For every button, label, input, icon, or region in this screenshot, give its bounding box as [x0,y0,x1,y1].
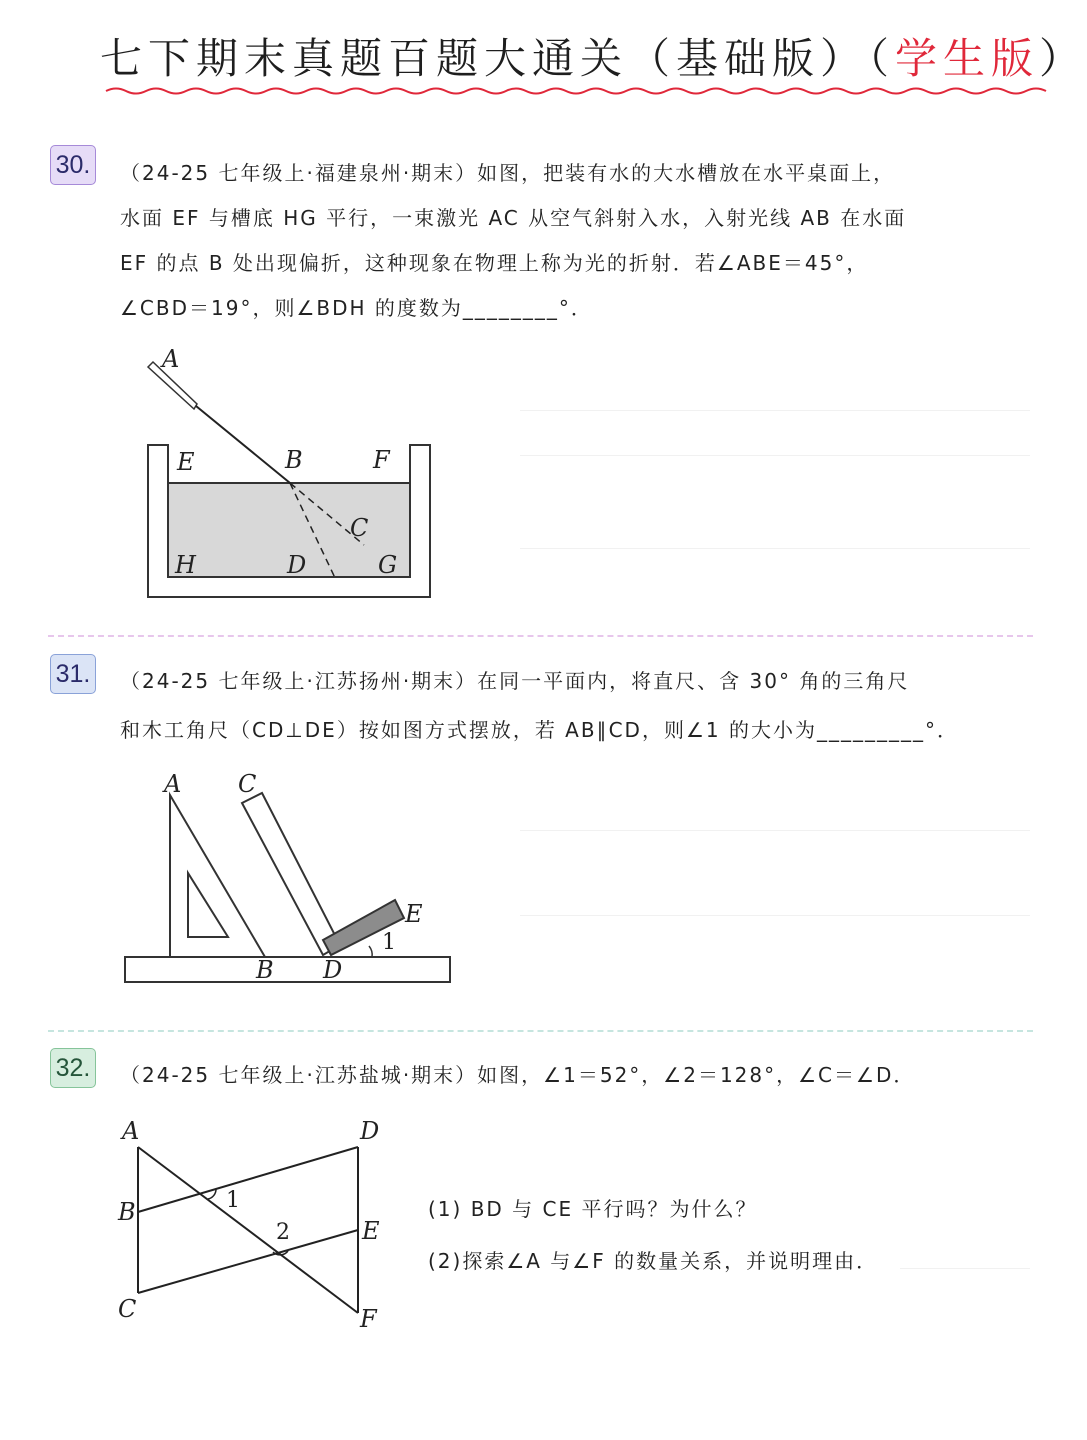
section-divider [48,635,1033,637]
rule-line [520,915,1030,916]
label-C: C [118,1295,137,1323]
label-C: C [238,770,257,798]
label-F: F [360,1305,377,1333]
label-angle-2: 2 [276,1220,290,1245]
q32-sub-question-1: (1) BD 与 CE 平行吗？为什么？ [428,1197,758,1221]
section-divider [48,1030,1033,1032]
label-B: B [285,446,303,474]
segment-BD [138,1147,358,1212]
title-main: 七下期末真题百题大通关（基础版）（ [100,34,896,83]
q32-sub-question-2: (2)探索∠A 与∠F 的数量关系，并说明理由． [428,1249,879,1273]
label-C: C [350,514,369,542]
label-D: D [323,956,343,984]
straight-ruler [125,957,450,982]
label-B: B [118,1198,136,1226]
q30-line-3: EF 的点 B 处出现偏折，这种现象在物理上称为光的折射．若∠ABE＝45°， [120,251,869,275]
segment-AF [138,1147,358,1313]
q32-line-1: （24-25 七年级上·江苏盐城·期末）如图，∠1＝52°，∠2＝128°，∠C＝∠D． [120,1063,916,1087]
title-end: ） [1039,34,1087,83]
label-D: D [287,551,307,579]
rule-line [520,410,1030,411]
label-E: E [177,448,195,476]
rule-line [520,455,1030,456]
label-E: E [405,900,423,928]
angle-1-arc [369,946,372,957]
q32-figure-lines [110,1115,400,1340]
incident-ray-AB [196,406,290,483]
label-angle-1: 1 [382,930,396,955]
rule-line [900,1268,1030,1269]
segment-CE [138,1230,358,1293]
label-D: D [360,1117,380,1145]
q30-figure-water-tank [140,340,440,605]
rule-line [520,548,1030,549]
label-E: E [362,1217,380,1245]
label-A: A [164,770,182,798]
title-underline [106,84,1046,98]
label-H: H [175,551,196,579]
q31-figure-rulers [120,765,455,990]
q30-line-2: 水面 EF 与槽底 HG 平行，一束激光 AC 从空气斜射入水，入射光线 AB 在水面 [120,206,907,230]
q30-line-4: ∠CBD＝19°，则∠BDH 的度数为________°． [120,296,593,320]
label-angle-1: 1 [226,1188,240,1213]
label-A: A [162,345,180,373]
question-number-30: 30. [50,145,96,185]
question-number-31: 31. [50,654,96,694]
label-F: F [373,446,390,474]
carpenter-square-arm-CD [242,793,340,955]
rule-line [520,830,1030,831]
q31-line-1: （24-25 七年级上·江苏扬州·期末）在同一平面内，将直尺、含 30° 角的三角尺 [120,669,910,693]
q30-line-1: （24-25 七年级上·福建泉州·期末）如图，把装有水的大水槽放在水平桌面上， [120,161,896,185]
label-A: A [122,1117,140,1145]
label-B: B [256,956,274,984]
question-number-32: 32. [50,1048,96,1088]
q31-line-2: 和木工角尺（CD⊥DE）按如图方式摆放，若 AB∥CD，则∠1 的大小为_________°． [120,718,959,742]
page-title [100,26,1087,86]
label-G: G [378,551,398,579]
title-edition: 学生版 [895,34,1040,83]
